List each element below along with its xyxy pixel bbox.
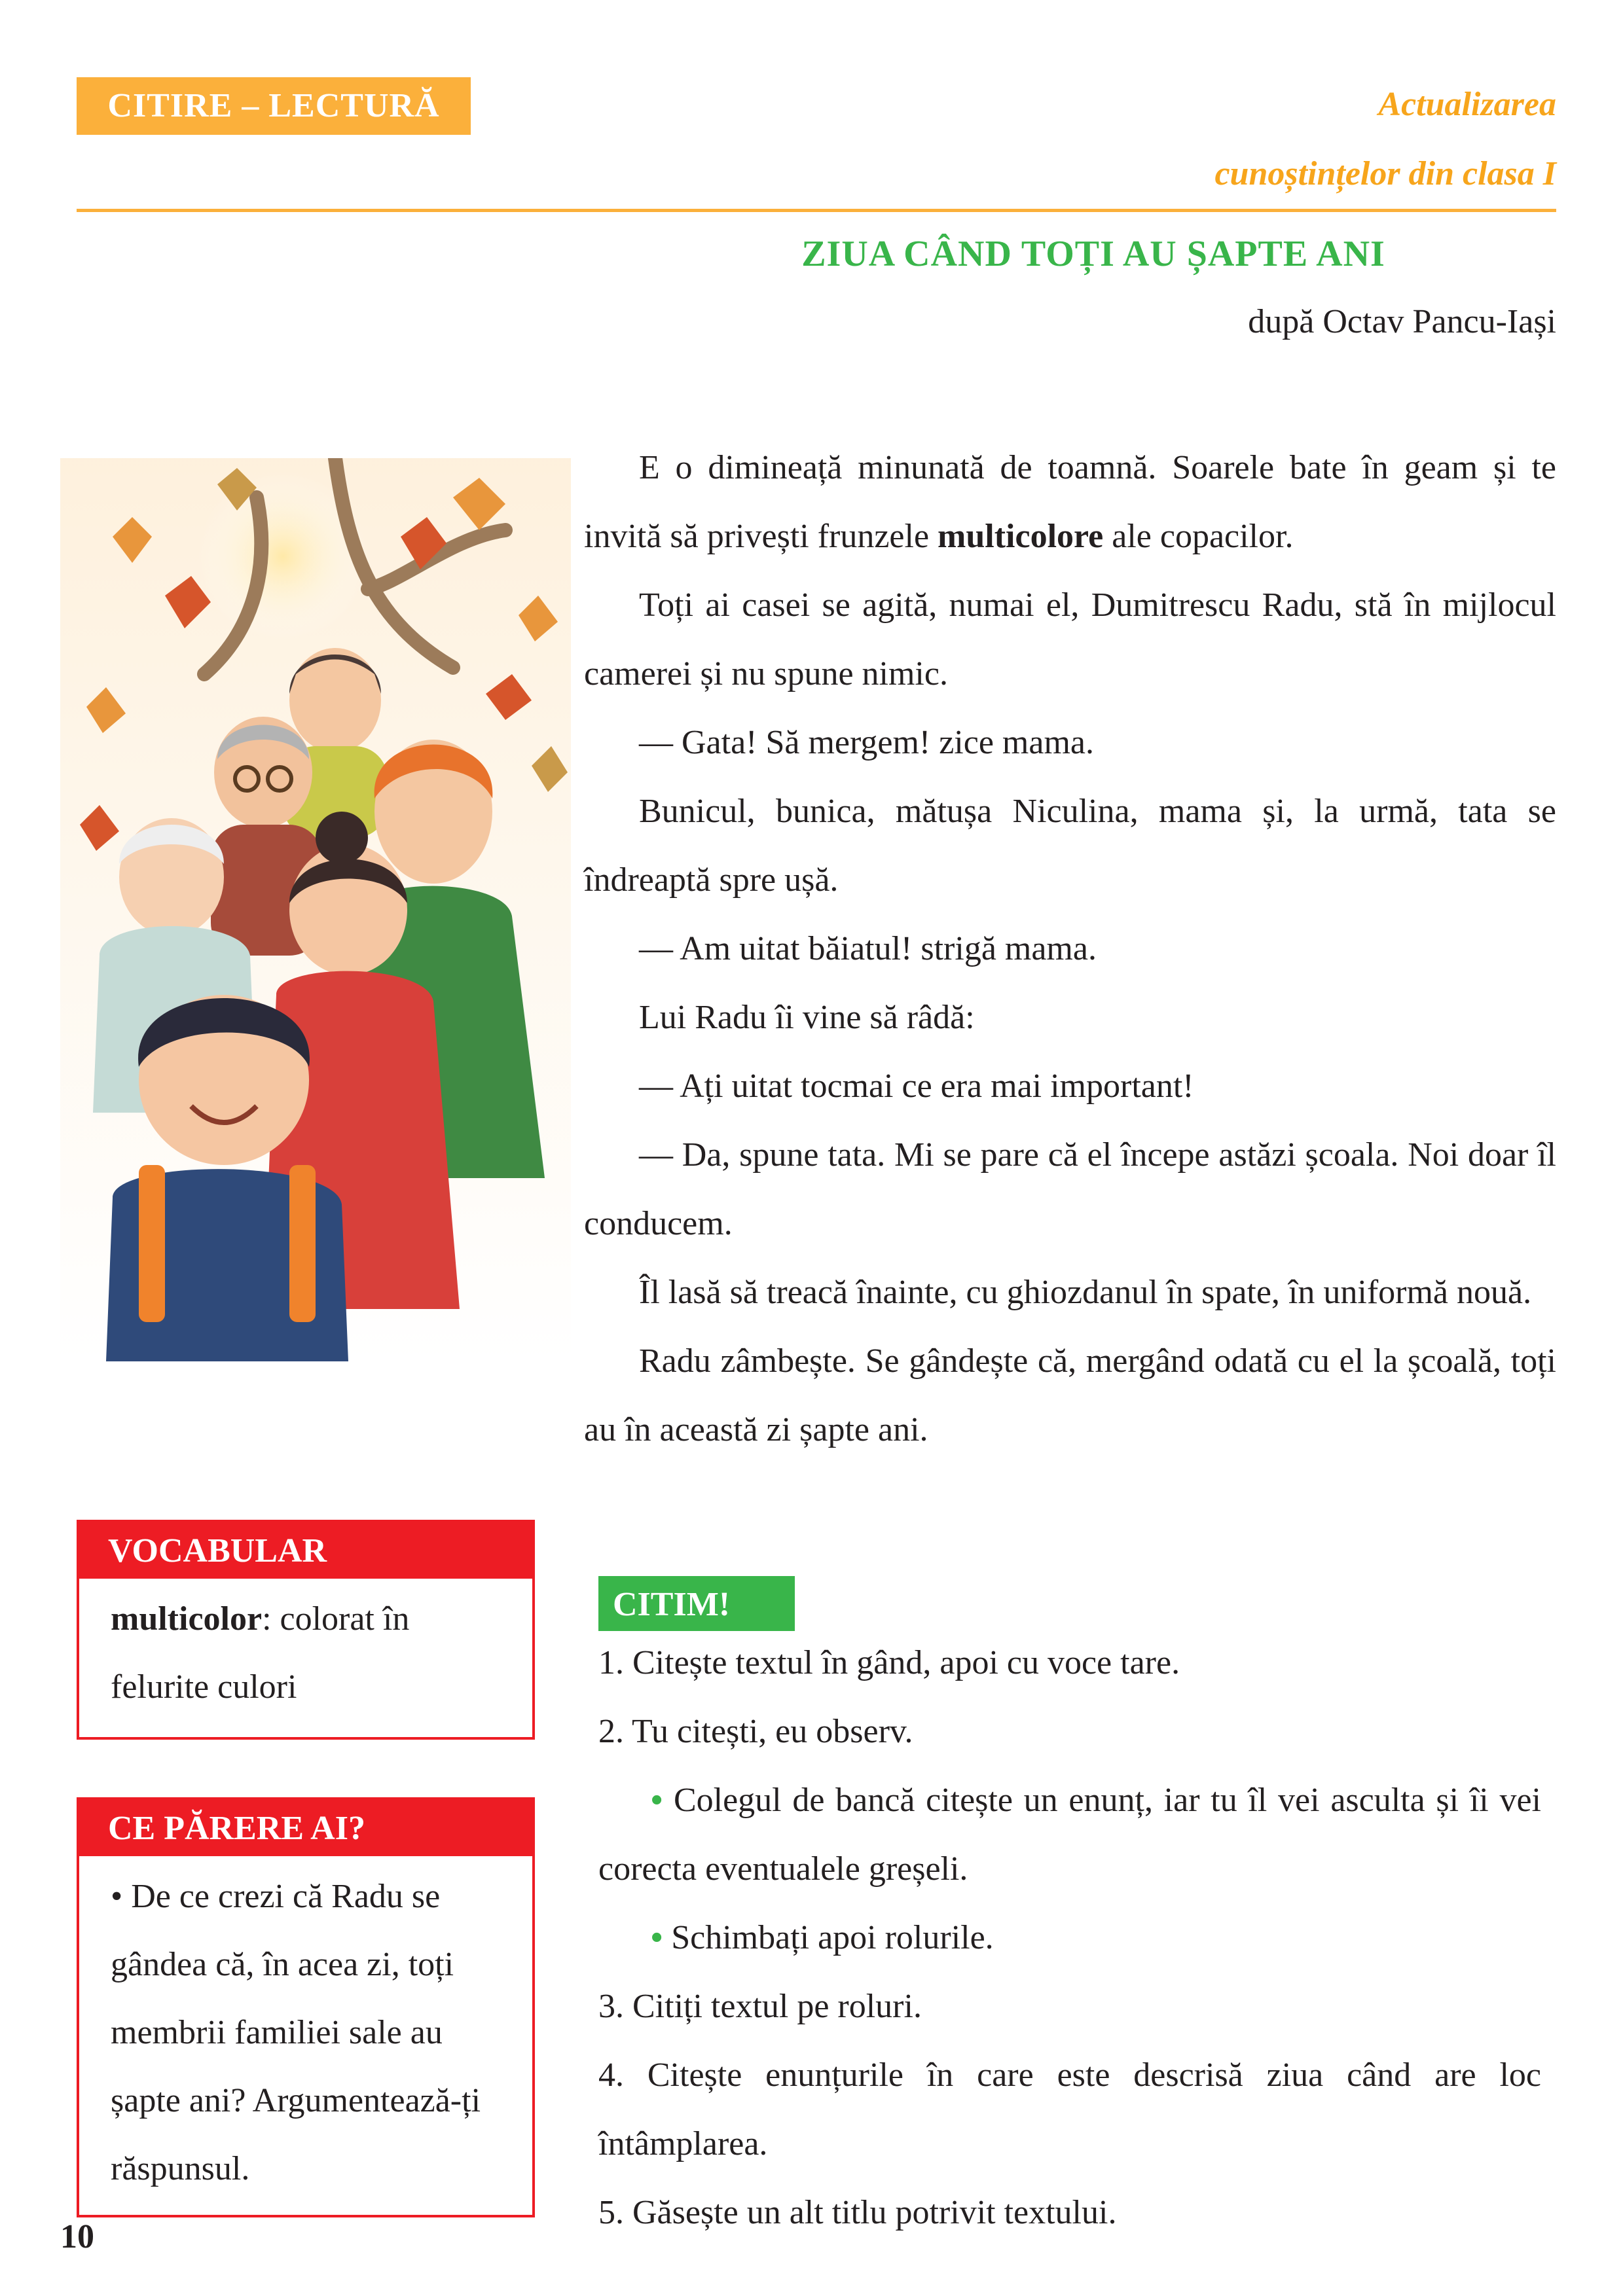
subtitle-line-2: cunoștințelor din clasa I: [1214, 155, 1556, 192]
story-text-run: E o dimineață minunată de toamnă. Soarele bate în geam și te invită să privești frunzele: [584, 449, 1556, 555]
task-subitem: [598, 1903, 1541, 1972]
vocabulary-definition: : colorat în felurite culori: [111, 1600, 410, 1706]
bullet-icon: •: [651, 1782, 663, 1819]
task-item: 3. Citiți textul pe roluri.: [598, 1988, 922, 2025]
subtitle-line-1: Actualizarea: [1378, 86, 1556, 123]
task-item: 4. Citește enunțurile în care este descrisă ziua când are loc întâmplarea.: [598, 2056, 1541, 2162]
header-divider: [77, 209, 1556, 212]
vocabulary-term: multicolor: [111, 1600, 263, 1638]
opinion-title: CE PĂRERE AI?: [77, 1797, 535, 1856]
task-subitem-text: Schimbați apoi rolurile.: [671, 1919, 994, 1956]
page-number: 10: [60, 2218, 94, 2255]
section-label: CITIRE – LECTURĂ: [77, 77, 471, 135]
story-paragraph: Îl lasă să treacă înainte, cu ghiozdanul în spate, în uniformă nouă.: [639, 1274, 1532, 1311]
story-paragraph: Radu zâmbește. Se gândește că, mergând odată cu el la școală, toți au în această zi șapte ani.: [584, 1342, 1556, 1448]
task-item: 5. Găsește un alt titlu potrivit textului.: [598, 2194, 1117, 2231]
vocabulary-title: VOCABULAR: [77, 1520, 535, 1579]
story-paragraph: — Am uitat băiatul! strigă mama.: [639, 930, 1097, 967]
story-paragraph: Bunicul, bunica, mătușa Niculina, mama și, la urmă, tata se îndreaptă spre ușă.: [584, 793, 1556, 899]
keyword-multicolore: multicolore: [938, 518, 1104, 555]
opinion-box: [77, 1797, 535, 2217]
story-paragraph: — Gata! Să mergem! zice mama.: [639, 724, 1094, 761]
story-paragraph: Toți ai casei se agită, numai el, Dumitrescu Radu, stă în mijlocul camerei și nu spune nimic.: [584, 586, 1556, 692]
task-item: 1. Citește textul în gând, apoi cu voce tare.: [598, 1644, 1180, 1681]
story-paragraph: — Da, spune tata. Mi se pare că el începe astăzi școala. Noi doar îl conducem.: [584, 1136, 1556, 1242]
vocabulary-box: [77, 1520, 535, 1740]
story-text-run: ale copacilor.: [1103, 518, 1294, 555]
vocabulary-entry: [79, 1579, 532, 1721]
story-author: după Octav Pancu-Iași: [1248, 303, 1556, 340]
story-title: ZIUA CÂND TOȚI AU ȘAPTE ANI: [801, 234, 1385, 274]
task-item: 2. Tu citești, eu observ.: [598, 1713, 913, 1750]
task-subitem-text: Colegul de bancă citește un enunț, iar tu îl vei asculta și îi vei corecta eventualele greșeli.: [598, 1782, 1541, 1888]
family-illustration: [60, 458, 571, 1361]
opinion-question: • De ce crezi că Radu se gândea că, în acea zi, toți membrii familiei sale au șapte ani? Argumentează-ți răspunsul.: [111, 1878, 481, 2187]
bullet-icon: •: [651, 1919, 663, 1956]
story-paragraph: [584, 433, 1556, 571]
story-paragraph: — Ați uitat tocmai ce era mai important!: [639, 1067, 1194, 1105]
citim-label: CITIM!: [598, 1576, 795, 1631]
reading-tasks: [598, 1628, 1541, 2247]
task-subitem: [598, 1766, 1541, 1903]
story-paragraph: Lui Radu îi vine să râdă:: [639, 999, 975, 1036]
story-text: [584, 433, 1556, 1464]
